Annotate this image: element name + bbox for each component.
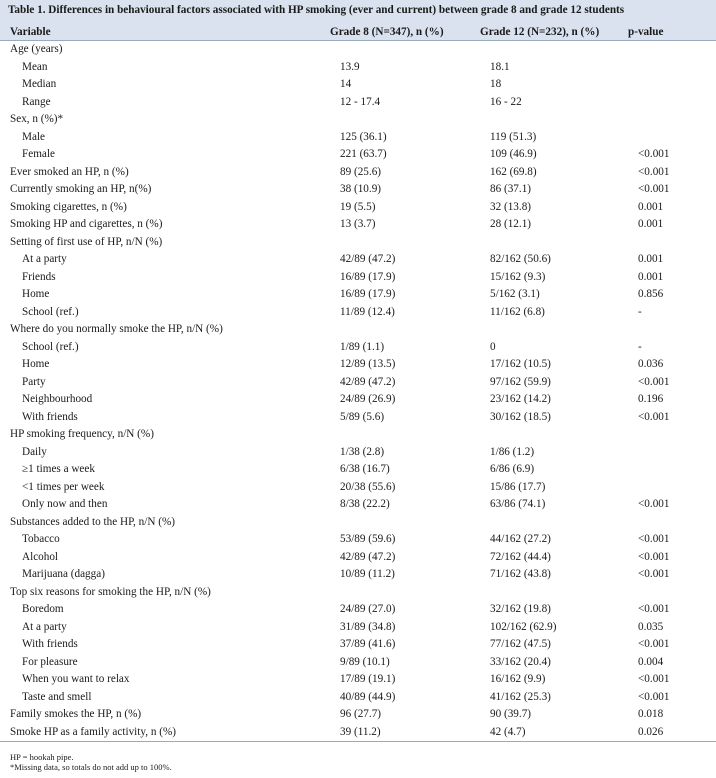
variable-cell: With friends [22,638,78,650]
table-row [0,706,716,724]
grade12-cell [490,234,638,252]
data-table [0,41,716,742]
p-value-cell [638,426,716,444]
variable-cell: For pleasure [22,655,78,668]
p-value-cell: <0.001 [638,603,670,615]
variable-cell: Daily [22,445,47,458]
grade12-cell: 17/162 (10.5) [490,358,551,370]
p-value-cell [638,321,716,339]
grade8-cell [340,321,490,339]
grade12-cell: 30/162 (18.5) [490,410,551,423]
grade12-cell: 18 [490,78,502,90]
table-row [0,724,716,742]
grade12-cell: 71/162 (43.8) [490,568,551,580]
variable-cell: Neighbourhood [22,393,93,405]
table-row [0,76,716,94]
grade8-cell: 8/38 (22.2) [340,498,390,510]
p-value-cell [638,41,716,59]
variable-cell: Setting of first use of HP, n/N (%) [10,235,163,248]
p-value-cell: <0.001 [638,568,670,580]
grade8-cell: 1/89 (1.1) [340,340,385,353]
table-notes [0,742,716,772]
header-variable: Variable [10,26,51,38]
variable-cell: Smoke HP as a family activity, n (%) [0,724,340,742]
variable-cell: Party [22,375,46,388]
p-value-cell [638,514,716,532]
p-value-cell: <0.001 [638,550,670,563]
table-row [0,321,716,339]
variable-cell: Home [22,288,50,300]
variable-cell: Tobacco [22,533,60,545]
p-value-cell: 0.036 [638,358,664,370]
grade12-cell: 82/162 (50.6) [490,253,551,265]
grade8-cell: 53/89 (59.6) [340,533,396,545]
grade12-cell: 97/162 (59.9) [490,375,551,388]
grade8-cell: 89 (25.6) [340,165,382,178]
p-value-cell: 0.035 [638,620,664,633]
grade8-cell: 10/89 (11.2) [340,568,395,580]
grade12-cell: 32/162 (19.8) [490,603,551,615]
p-value-cell: <0.001 [638,183,670,195]
table-row [0,164,716,182]
grade8-cell: 12 - 17.4 [340,95,381,108]
table-row [0,461,716,479]
grade12-cell: 44/162 (27.2) [490,533,551,545]
p-value-cell [638,111,716,129]
table-row [0,304,716,322]
grade12-cell: 42 (4.7) [490,724,638,742]
table-row [0,444,716,462]
table-row [0,339,716,357]
table-row [0,619,716,637]
table-row [0,584,716,602]
grade12-cell: 63/86 (74.1) [490,498,546,510]
p-value-cell: <0.001 [638,638,670,650]
variable-cell: When you want to relax [22,673,130,685]
p-value-cell: <0.001 [638,375,670,388]
p-value-cell: <0.001 [638,165,670,178]
grade12-cell: 16 - 22 [490,95,522,108]
variable-cell: HP smoking frequency, n/N (%) [10,428,154,440]
table-row [0,234,716,252]
grade12-cell: 11/162 (6.8) [490,305,545,318]
grade12-cell: 18.1 [490,60,510,73]
table-row [0,426,716,444]
grade8-cell: 12/89 (13.5) [340,358,396,370]
variable-cell: At a party [22,253,67,265]
variable-cell: Taste and smell [22,690,92,703]
grade12-cell: 15/162 (9.3) [490,270,546,283]
table-row [0,251,716,269]
table-row [0,531,716,549]
variable-cell: Median [22,78,57,90]
variable-cell: Boredom [22,603,64,615]
table-row [0,129,716,147]
table-row [0,671,716,689]
grade8-cell: 96 (27.7) [340,708,382,720]
p-value-cell: - [638,305,642,318]
variable-cell: Male [22,130,45,143]
table-row [0,59,716,77]
grade12-cell [490,41,638,59]
header-grade8: Grade 8 (N=347), n (%) [330,26,444,38]
variable-cell: Friends [22,270,56,283]
variable-cell: Marijuana (dagga) [22,568,105,580]
variable-cell: Where do you normally smoke the HP, n/N (%) [10,323,223,335]
grade8-cell: 14 [340,78,352,90]
grade8-cell: 42/89 (47.2) [340,375,396,388]
table-caption: Table 1. Differences in behavioural factors associated with HP smoking (ever and current) between grade 8 and grade 12 students [0,0,716,22]
grade12-cell [490,111,638,129]
table-row [0,689,716,707]
p-value-cell: 0.001 [638,200,664,213]
grade12-cell: 1/86 (1.2) [490,445,535,458]
table-row [0,409,716,427]
table-row [0,94,716,112]
variable-cell: School (ref.) [22,305,79,318]
p-value-cell [638,234,716,252]
table-row [0,479,716,497]
grade8-cell [340,234,490,252]
note-abbreviation: HP = hookah pipe. [10,752,74,762]
table-header [0,22,716,41]
table-row [0,216,716,234]
p-value-cell: 0.856 [638,288,664,300]
table-row [0,181,716,199]
variable-cell: Family smokes the HP, n (%) [10,708,142,720]
table-row [0,566,716,584]
grade8-cell: 24/89 (26.9) [340,393,396,405]
grade12-cell: 16/162 (9.9) [490,673,546,685]
grade12-cell [490,426,638,444]
variable-cell: Ever smoked an HP, n (%) [10,165,129,178]
grade12-cell: 0 [490,340,496,353]
variable-cell: Substances added to the HP, n/N (%) [10,515,175,528]
p-value-cell: <0.001 [638,673,670,685]
variable-cell: Currently smoking an HP, n(%) [10,183,152,195]
p-value-cell [638,129,716,147]
variable-cell: With friends [22,410,78,423]
grade8-cell: 16/89 (17.9) [340,270,396,283]
grade12-cell [490,321,638,339]
grade8-cell: 221 (63.7) [340,148,387,160]
p-value-cell: 0.196 [638,393,664,405]
p-value-cell: - [638,340,642,353]
grade8-cell: 40/89 (44.9) [340,690,396,703]
p-value-cell: 0.026 [638,724,716,742]
table-row [0,356,716,374]
variable-cell: ≥1 times a week [22,463,95,475]
p-value-cell [638,59,716,77]
p-value-cell [638,444,716,462]
table-row [0,654,716,672]
grade12-cell: 32 (13.8) [490,200,532,213]
table-row [0,41,716,59]
p-value-cell [638,479,716,497]
grade8-cell: 5/89 (5.6) [340,410,385,423]
grade12-cell: 90 (39.7) [490,708,532,720]
grade8-cell: 1/38 (2.8) [340,445,385,458]
table-row [0,286,716,304]
grade8-cell: 16/89 (17.9) [340,288,396,300]
grade8-cell: 24/89 (27.0) [340,603,396,615]
grade8-cell [340,584,490,602]
grade8-cell [340,514,490,532]
grade8-cell: 13.9 [340,60,360,73]
grade12-cell: 119 (51.3) [490,130,537,143]
grade12-cell: 15/86 (17.7) [490,480,546,493]
variable-cell: Mean [22,60,48,73]
grade8-cell [340,111,490,129]
variable-cell: At a party [22,620,67,633]
p-value-cell [638,461,716,479]
variable-cell: School (ref.) [22,340,79,353]
variable-cell: Only now and then [22,498,108,510]
p-value-cell: <0.001 [638,410,670,423]
grade12-cell [490,514,638,532]
table-row [0,514,716,532]
grade12-cell: 23/162 (14.2) [490,393,551,405]
grade8-cell [340,426,490,444]
note-missing-data: *Missing data, so totals do not add up to 100%. [10,762,172,772]
grade12-cell: 41/162 (25.3) [490,690,551,703]
grade8-cell: 9/89 (10.1) [340,655,390,668]
grade12-cell: 72/162 (44.4) [490,550,551,563]
grade12-cell [490,584,638,602]
table-row [0,146,716,164]
grade8-cell: 38 (10.9) [340,183,382,195]
p-value-cell: <0.001 [638,690,670,703]
variable-cell: <1 times per week [22,480,105,493]
variable-cell: Age (years) [10,43,63,55]
grade8-cell [340,41,490,59]
p-value-cell: 0.004 [638,655,664,668]
grade12-cell: 162 (69.8) [490,165,537,178]
grade8-cell: 20/38 (55.6) [340,480,396,493]
grade8-cell: 17/89 (19.1) [340,673,396,685]
grade8-cell: 13 (3.7) [340,218,376,230]
table-row [0,391,716,409]
grade12-cell: 86 (37.1) [490,183,532,195]
table-row [0,549,716,567]
grade8-cell: 42/89 (47.2) [340,253,396,265]
header-p-value: p-value [628,26,664,38]
variable-cell: Female [22,148,55,160]
grade12-cell: 102/162 (62.9) [490,620,557,633]
grade8-cell: 11/89 (12.4) [340,305,395,318]
grade8-cell: 19 (5.5) [340,200,376,213]
grade12-cell: 77/162 (47.5) [490,638,551,650]
variable-cell: Home [22,358,50,370]
p-value-cell: 0.001 [638,218,664,230]
grade12-cell: 109 (46.9) [490,148,537,160]
variable-cell: Smoking cigarettes, n (%) [10,200,127,213]
p-value-cell: <0.001 [638,498,670,510]
variable-cell: Range [22,95,51,108]
p-value-cell [638,584,716,602]
grade12-cell: 33/162 (20.4) [490,655,551,668]
table-row [0,374,716,392]
variable-cell: Alcohol [22,550,59,563]
table-row [0,636,716,654]
table-row [0,601,716,619]
grade12-cell: 6/86 (6.9) [490,463,535,475]
p-value-cell: <0.001 [638,148,670,160]
variable-cell: Smoking HP and cigarettes, n (%) [10,218,163,230]
grade8-cell: 31/89 (34.8) [340,620,396,633]
table-row [0,199,716,217]
grade8-cell: 6/38 (16.7) [340,463,390,475]
p-value-cell: 0.001 [638,270,664,283]
grade8-cell: 37/89 (41.6) [340,638,396,650]
grade8-cell: 42/89 (47.2) [340,550,396,563]
grade8-cell: 39 (11.2) [340,724,490,742]
p-value-cell: 0.018 [638,708,664,720]
header-grade12: Grade 12 (N=232), n (%) [480,26,600,38]
p-value-cell [638,76,716,94]
variable-cell: Top six reasons for smoking the HP, n/N (%) [10,585,211,598]
p-value-cell: <0.001 [638,533,670,545]
p-value-cell: 0.001 [638,253,664,265]
table-row [0,496,716,514]
p-value-cell [638,94,716,112]
table-row [0,269,716,287]
variable-cell: Sex, n (%)* [10,113,64,125]
table-row [0,111,716,129]
grade12-cell: 28 (12.1) [490,218,532,230]
grade12-cell: 5/162 (3.1) [490,288,540,300]
grade8-cell: 125 (36.1) [340,130,387,143]
